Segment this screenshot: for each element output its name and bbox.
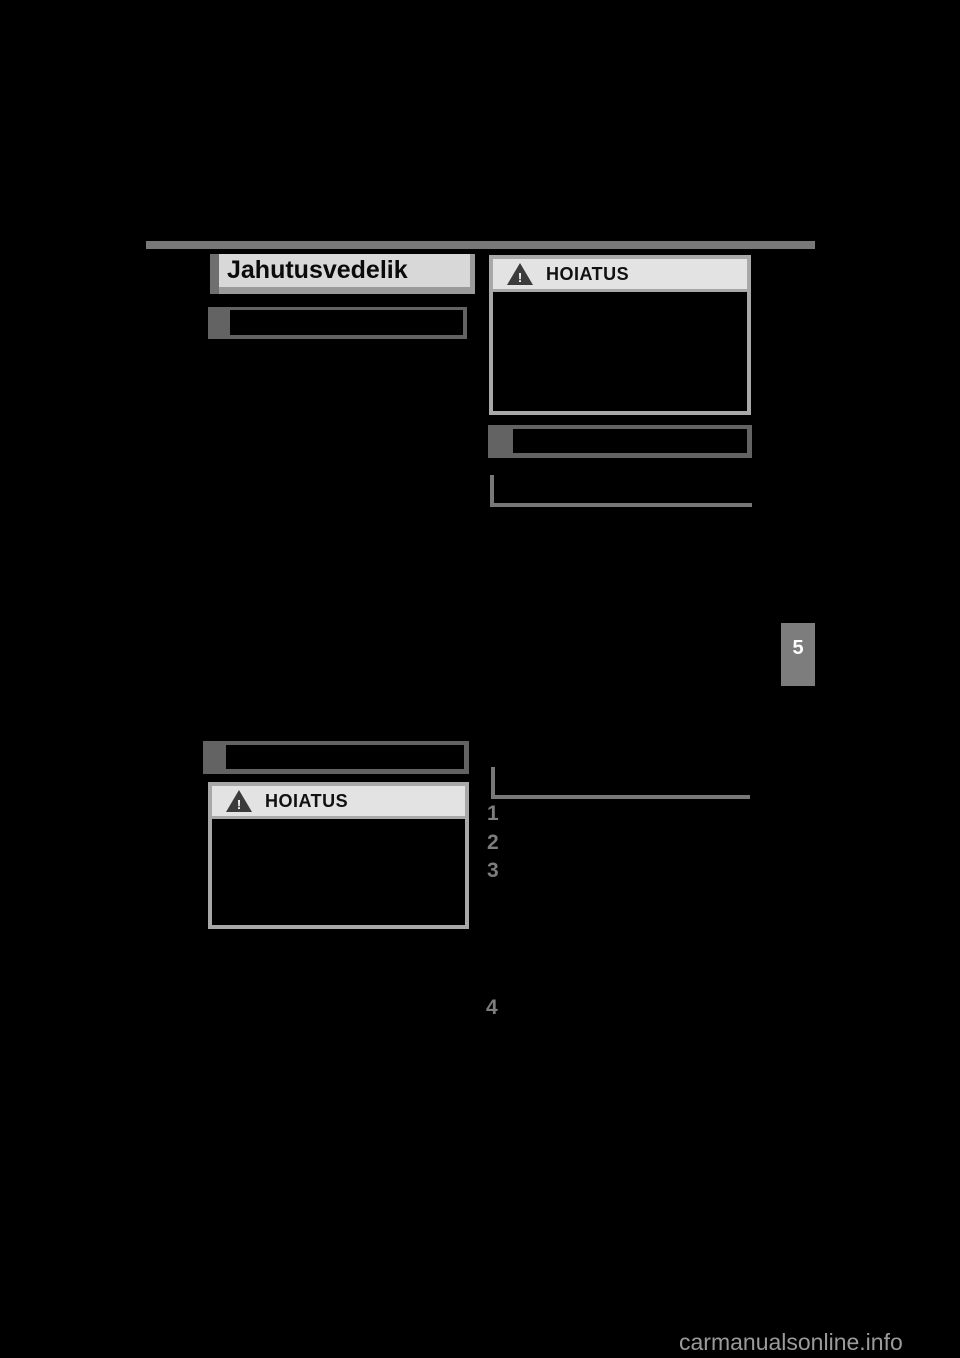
section-title-shadow (219, 287, 475, 294)
warning-triangle-icon (507, 263, 533, 285)
warning-header (493, 259, 747, 292)
table-edge-horizontal (490, 503, 752, 507)
site-watermark: carmanualsonline.info (679, 1329, 903, 1355)
subsection-bar-fill (230, 310, 463, 335)
subsection-bar (488, 425, 752, 458)
chapter-tab (781, 623, 815, 686)
page-top-rule (146, 241, 815, 249)
step-number-4: 4 (486, 996, 498, 1019)
exclamation-glyph: ! (236, 797, 242, 812)
table-edge-horizontal (491, 795, 750, 799)
step-number-2: 2 (487, 831, 499, 854)
chapter-tab-number: 5 (792, 637, 804, 659)
warning-header (212, 786, 465, 819)
subsection-bar-fill (226, 745, 464, 769)
section-title-shadow (470, 254, 475, 287)
warning-box (489, 255, 751, 415)
step-number-1: 1 (487, 802, 499, 825)
section-title: Jahutusvedelik (219, 254, 470, 287)
subsection-bar (208, 307, 467, 339)
subsection-bar-fill (513, 429, 747, 453)
subsection-bar (203, 741, 469, 774)
section-title-accent-bar (210, 254, 219, 294)
warning-label: HOIATUS (546, 263, 630, 284)
exclamation-glyph: ! (517, 270, 523, 285)
warning-box (208, 782, 469, 929)
warning-label: HOIATUS (265, 790, 349, 811)
step-number-3: 3 (487, 859, 499, 882)
warning-triangle-icon (226, 790, 252, 812)
